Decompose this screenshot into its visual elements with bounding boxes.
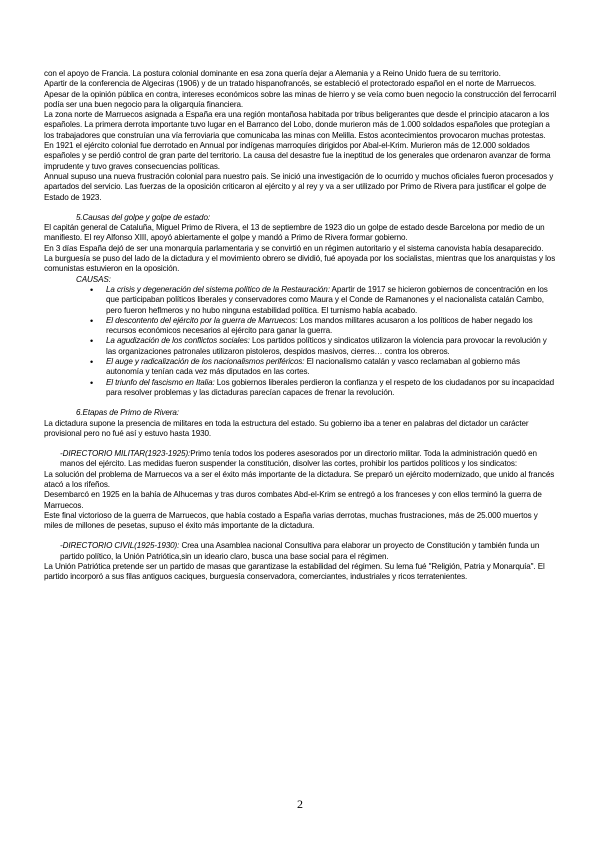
paragraph: El capitán general de Cataluña, Miguel Primo de Rivera, el 13 de septiembre de 1923 dio un golpe de estado desde Barcelona por medio de un manifiesto. El rey Alfonso XIII, apoyó abiertamente el golpe y mandó a Primo de Rivera formar gobierno. — [44, 223, 545, 243]
item-text: El nacionalismo catalán y vasco reclamaban al gobierno más autonomía y tenían cada vez más diputados en las cortes. — [106, 357, 520, 377]
item-lead: El descontento del ejército por la guerra de Marruecos: — [106, 315, 298, 325]
paragraph: Desembarcó en 1925 en la bahía de Alhucemas y tras duros combates Abd-el-Krim se entregó a los franceses y con ellos terminó la guerra de Marruecos. — [44, 490, 542, 510]
paragraph: Apartir de la conferencia de Algeciras (1906) y de un tratado hispanofrancés, se estableció el protectorado español en el norte de Marruecos. Apesar de la opinión pública en contra, intereses económicos sobre las minas de hierro y se veía como buen negocio la construcción del ferrocarril podía ser una buen negocio para la oligarquía financiera. — [44, 79, 557, 109]
document-body — [44, 69, 558, 583]
paragraph: Este final victorioso de la guerra de Marruecos, que había costado a España varias derrotas, muchas frustraciones, más de 25.000 muertos y miles de millones de pesetas, supuso el éxito más importante de la dictadura. — [44, 510, 538, 531]
item-lead: La crisis y degeneración del sistema político de la Restauración: — [106, 284, 330, 294]
paragraph: La dictadura supone la presencia de militares en toda la estructura del estado. Su gobierno iba a tener en palabras del dictador un carácter provisional pero no fué así y estuvo hasta 1930. — [44, 418, 529, 438]
causas-label: CAUSAS: — [76, 274, 111, 284]
paragraph — [44, 449, 558, 470]
directorio-militar-heading: -DIRECTORIO MILITAR(1923-1925): — [60, 449, 191, 459]
causas-list — [44, 285, 558, 398]
list-item — [106, 378, 558, 399]
item-text: Apartir de 1917 se hicieron gobiernos de concentración en los que participaban políticos liberales y conservadores como Maura y el Conde de Ramanones y el nacionalista catalán Cambo, pero fueron heflmeros y no hubo ninguna estabilidad política. El turnismo había acabado. — [106, 284, 548, 315]
paragraph-text: Primo tenía todos los poderes asesorados por un directorio militar. Toda la administración quedó en manos del ejército. Las medidas fueron suspender la constitución, disolver las cortes, prohibir los partidos políticos y los sindicatos: — [60, 449, 537, 469]
paragraph: La Unión Patriótica pretende ser un partido de masas que garantizase la estabilidad del régimen. Su lema fué "Religión, Patria y Monarquía". El partido incorporó a sus filas antiguos caciques, burguesía conservadora, comerciantes, industriales y ricos terratenientes. — [44, 562, 545, 582]
paragraph: La burguesía se puso del lado de la dictadura y el movimiento obrero se dividió, fué apoyada por los socialistas, mientras que los anarquistas y los comunistas estuvieron en la oposición. — [44, 254, 556, 274]
list-item — [106, 316, 558, 337]
paragraph: Annual supuso una nueva frustración colonial para nuestro país. Se inició una investigación de lo ocurrido y muchos oficiales fueron procesados y apartados del servicio. Las fuerzas de la oposición criticaron al ejército y al rey y va a ser utilizado por Primo de Rivera para justificar el golpe de Estado de 1923. — [44, 171, 554, 202]
page-number: 2 — [297, 797, 303, 811]
section-heading: 6.Etapas de Primo de Rivera: — [76, 408, 179, 418]
paragraph — [44, 541, 558, 562]
item-lead: La agudización de los conflictos sociales: — [106, 336, 250, 346]
item-lead: El triunfo del fascismo en Italia: — [106, 377, 215, 387]
item-text: Los mandos militares acusaron a los políticos de haber negado los recursos económicos necesarios al ejército para ganar la guerra. — [106, 315, 533, 336]
paragraph: con el apoyo de Francia. La postura colonial dominante en esa zona quería dejar a Alemania y a Reino Unido fuera de su territorio. — [44, 69, 501, 78]
section-heading: 5.Causas del golpe y golpe de estado: — [76, 212, 210, 222]
directorio-civil-heading: -DIRECTORIO CIVIL(1925-1930): — [60, 541, 180, 551]
paragraph: En 1921 el ejército colonial fue derrotado en Annual por indígenas marroquíes dirigidos por Abal-el-Krim. Murieron más de 12.000 soldados españoles y se perdió control de gran parte del territorio. La causa del desastre fue la ineptitud de los generales que ordenaron avanzar de forma imprudente y tuvo graves consecuencias políticas. — [44, 141, 551, 171]
item-text: Los gobiernos liberales perdieron la confianza y el respeto de los ciudadanos por su incapacidad para resolver problemas y las dictaduras parecían capaces de frenar la revolución. — [106, 377, 555, 397]
item-text: Los partidos políticos y sindicatos utilizaron la violencia para provocar la revolución y las organizaciones patronales utilizaron pistoleros, despidos masivos, cierres… contra los obreros. — [106, 336, 547, 356]
item-lead: El auge y radicalización de los nacionalismos periféricos: — [106, 357, 305, 367]
list-item — [106, 357, 558, 378]
list-item — [106, 285, 558, 316]
paragraph: La solución del problema de Marruecos va a ser el éxito más importante de la dictadura. Se preparó un ejército modernizado, que unido al francés atacó a los rifeños. — [44, 469, 555, 489]
paragraph: En 3 días España dejó de ser una monarquía parlamentaria y se convirtió en un régimen autoritario y el sistema canovista había desaparecido. — [44, 243, 544, 253]
paragraph-text: Crea una Asamblea nacional Consultiva para elaborar un proyecto de Constitución y también funda un partido político, la Unión Patriótica,sin un ideario claro, busca una base social para el régimen. — [60, 541, 540, 561]
paragraph: La zona norte de Marruecos asignada a España era una región montañosa habitada por tribus beligerantes que desde el principio atacaron a los españoles. La primera derrota importante tuvo lugar en el Barranco del Lobo, donde murieron más de 1.000 soldados españoles que protegían a los trabajadores que construían una vía ferroviaria que comunicaba las minas con Melilla. Estos acontecimientos provocaron muchas protestas. — [44, 110, 550, 140]
list-item — [106, 336, 558, 357]
